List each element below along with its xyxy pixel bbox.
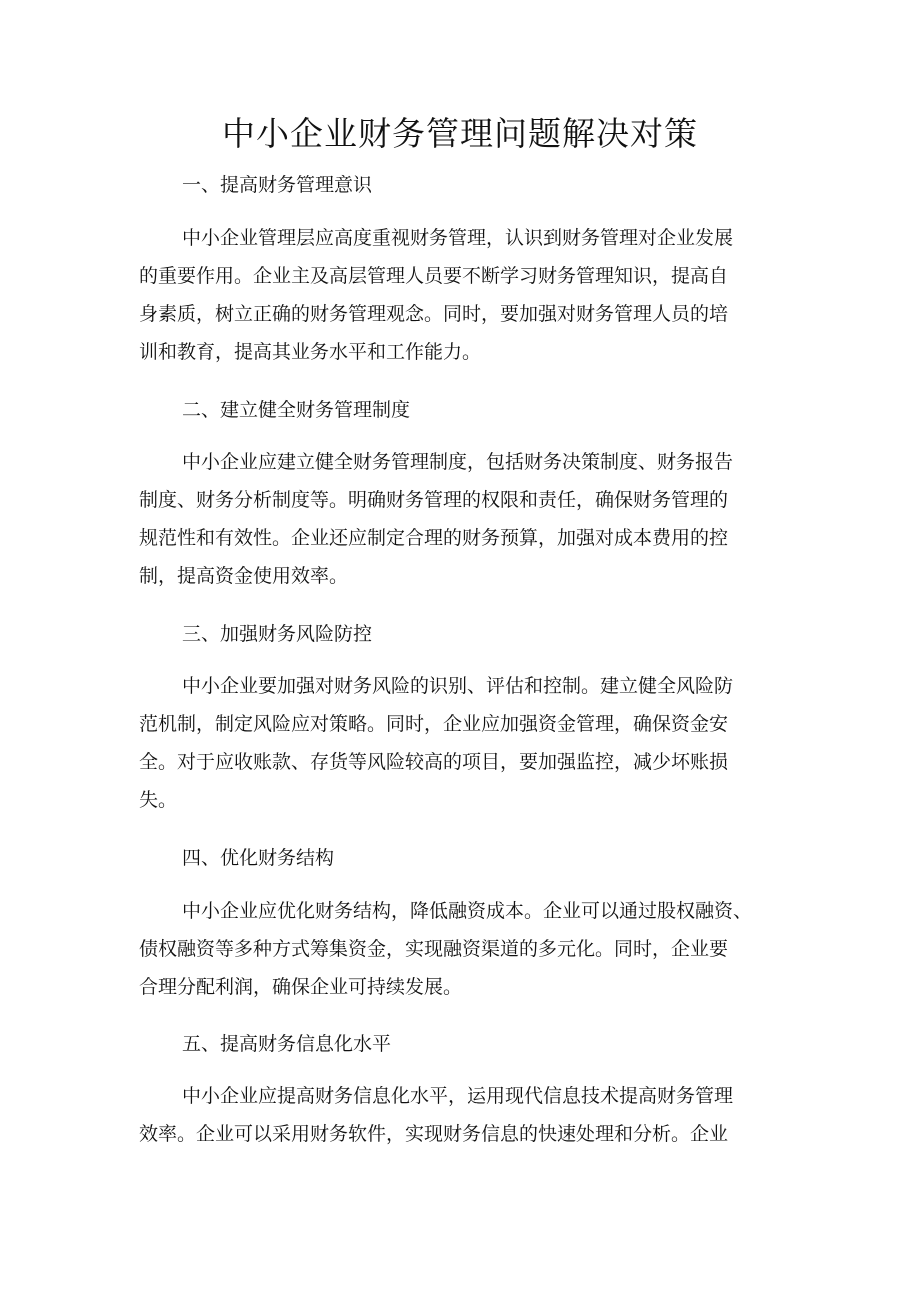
paragraph-line: 合理分配利润，确保企业可持续发展。 <box>139 976 463 998</box>
paragraph-line: 效率。企业可以采用财务软件，实现财务信息的快速处理和分析。企业 <box>139 1123 729 1145</box>
paragraph-line: 制，提高资金使用效率。 <box>139 565 349 587</box>
paragraph-line: 的重要作用。企业主及高层管理人员要不断学习财务管理知识，提高自 <box>139 265 729 287</box>
section-paragraph-5 <box>139 1077 789 1153</box>
section-paragraph-3 <box>139 667 789 819</box>
paragraph-line: 中小企业应建立健全财务管理制度，包括财务决策制度、财务报告 <box>182 451 734 473</box>
section-paragraph-1 <box>139 219 789 371</box>
paragraph-line: 规范性和有效性。企业还应制定合理的财务预算，加强对成本费用的控 <box>139 527 729 549</box>
paragraph-line: 中小企业管理层应高度重视财务管理，认识到财务管理对企业发展 <box>182 227 734 249</box>
paragraph-line: 范机制，制定风险应对策略。同时，企业应加强资金管理，确保资金安 <box>139 713 729 735</box>
section-heading-4: 四、优化财务结构 <box>182 847 335 869</box>
section-heading-2: 二、建立健全财务管理制度 <box>182 399 411 421</box>
section-heading-3: 三、加强财务风险防控 <box>182 623 373 645</box>
paragraph-line: 身素质，树立正确的财务管理观念。同时，要加强对财务管理人员的培 <box>139 303 729 325</box>
paragraph-line: 失。 <box>139 789 178 811</box>
document-title: 中小企业财务管理问题解决对策 <box>222 114 698 153</box>
section-paragraph-4 <box>139 892 789 1006</box>
paragraph-line: 中小企业要加强对财务风险的识别、评估和控制。建立健全风险防 <box>182 675 734 697</box>
paragraph-line: 中小企业应提高财务信息化水平，运用现代信息技术提高财务管理 <box>182 1085 734 1107</box>
paragraph-line: 债权融资等多种方式筹集资金，实现融资渠道的多元化。同时，企业要 <box>139 938 729 960</box>
section-heading-1: 一、提高财务管理意识 <box>182 174 373 196</box>
paragraph-line: 中小企业应优化财务结构，降低融资成本。企业可以通过股权融资、 <box>182 900 753 922</box>
section-paragraph-2 <box>139 443 789 595</box>
paragraph-line: 全。对于应收账款、存货等风险较高的项目，要加强监控，减少坏账损 <box>139 751 729 773</box>
paragraph-line: 训和教育，提高其业务水平和工作能力。 <box>139 341 482 363</box>
paragraph-line: 制度、财务分析制度等。明确财务管理的权限和责任，确保财务管理的 <box>139 489 729 511</box>
section-heading-5: 五、提高财务信息化水平 <box>182 1033 392 1055</box>
